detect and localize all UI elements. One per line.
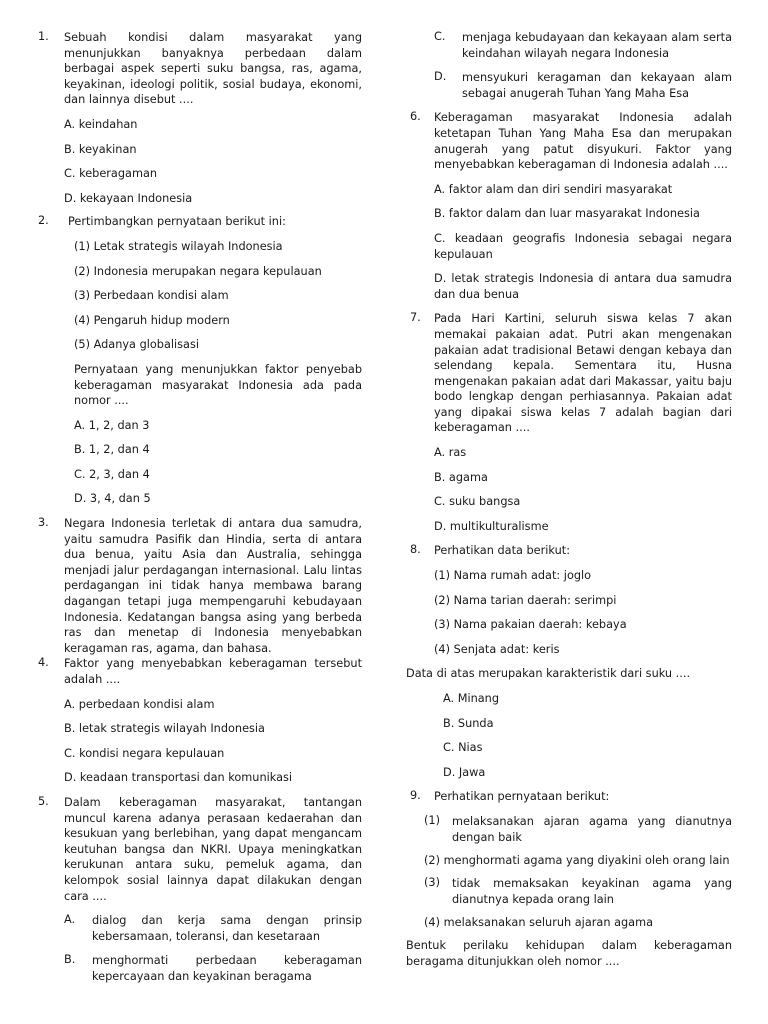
statement-2: (2) Indonesia merupakan negara kepulauan <box>74 264 322 278</box>
data-item-3: (3) Nama pakaian daerah: kebaya <box>434 618 627 632</box>
option-c: C. kondisi negara kepulauan <box>64 746 225 760</box>
option-b: B. Sunda <box>443 716 494 730</box>
statement-1 <box>424 814 732 845</box>
option-text: menjaga kebudayaan dan kekayaan alam serta keindahan wilayah negara Indonesia <box>462 31 732 60</box>
option-d: D. kekayaan Indonesia <box>64 191 193 205</box>
option-d: D. multikulturalisme <box>434 519 549 533</box>
question-prompt: Pernyataan yang menunjukkan faktor penyebab keberagaman masyarakat Indonesia ada pada nomor .... <box>74 362 362 408</box>
option-c: C. 2, 3, dan 4 <box>74 467 150 481</box>
option-a: A. Minang <box>443 692 500 705</box>
question-5 <box>38 795 362 985</box>
option-letter: C. <box>434 30 446 43</box>
data-item-4: (4) Senjata adat: keris <box>434 642 560 656</box>
option-b <box>64 953 362 984</box>
option-text: dialog dan kerja sama dengan prinsip kebersamaan, toleransi, dan kesetaraan <box>92 914 362 943</box>
option-a: A. faktor alam dan diri sendiri masyarakat <box>434 182 673 196</box>
option-c: C. keberagaman <box>64 167 158 181</box>
statement-text: melaksanakan ajaran agama yang dianutnya dengan baik <box>452 814 732 844</box>
statement-3 <box>424 876 732 907</box>
option-text: mensyukuri keragaman dan kekayaan alam sebagai anugerah Tuhan Yang Maha Esa <box>462 71 732 100</box>
question-text: Negara Indonesia terletak di antara dua samudra, yaitu samudra Pasifik dan Hindia, serta di antara dua benua, yaitu Asia dan Australia, sehingga menjadi jalur perdagangan internasional. Lalu lintas perdagangan ini tidak hanya membawa barang dagangan tetapi juga mempengaruhi kebudayaan Indonesia. Kedatangan bangsa asing yang berbeda ras dan menetap di Indonesia menyebabkan keragaman ras, agama, dan bahasa. <box>64 517 362 655</box>
question-text: Perhatikan data berikut: <box>434 544 571 558</box>
option-letter: B. <box>64 953 76 967</box>
question-number: 4. <box>38 656 49 670</box>
option-b: B. agama <box>434 470 488 484</box>
question-text: Sebuah kondisi dalam masyarakat yang menunjukkan banyaknya perbedaan dalam berbagai aspek seperti suku bangsa, ras, agama, keyakinan, ideologi politik, sosial budaya, ekonomi, dan lainnya disebut .... <box>64 31 362 107</box>
option-a <box>64 913 362 944</box>
question-9 <box>406 789 732 805</box>
statement-5: (5) Adanya globalisasi <box>74 338 199 352</box>
question-text: Keberagaman masyarakat Indonesia adalah ketetapan Tuhan Yang Maha Esa dan merupakan anugerah yang patut disyukuri. Faktor yang menyebabkan keberagaman di Indonesia adalah .... <box>434 111 732 172</box>
option-b: B. 1, 2, dan 4 <box>74 443 150 457</box>
question-6 <box>406 110 732 302</box>
option-a: A. perbedaan kondisi alam <box>64 697 215 711</box>
statement-number: (1) <box>424 813 441 827</box>
left-column <box>38 30 362 985</box>
question-1 <box>38 30 362 206</box>
data-item-2: (2) Nama tarian daerah: serimpi <box>434 593 617 607</box>
question-3 <box>38 516 362 656</box>
question-number: 5. <box>38 794 49 808</box>
statement-4: (4) Pengaruh hidup modern <box>74 313 230 327</box>
statement-number: (2) <box>424 854 441 868</box>
statement-number: (3) <box>424 876 441 890</box>
question-prompt: Data di atas merupakan karakteristik dari suku .... <box>406 667 691 681</box>
question-number: 6. <box>410 110 421 124</box>
right-column <box>406 30 732 970</box>
question-number: 9. <box>410 789 421 803</box>
option-letter: A. <box>64 913 76 927</box>
statement-text: melaksanakan seluruh ajaran agama <box>443 916 654 930</box>
option-d <box>434 70 732 101</box>
question-prompt: Bentuk perilaku kehidupan dalam keberagaman beragama ditunjukkan oleh nomor .... <box>406 939 732 968</box>
question-8-options <box>406 691 732 780</box>
question-text: Pertimbangkan pernyataan berikut ini: <box>68 215 286 229</box>
statement-2 <box>424 854 732 867</box>
question-4 <box>38 656 362 786</box>
question-9-statements <box>406 814 732 929</box>
question-text: Perhatikan pernyataan berikut: <box>434 790 610 804</box>
option-a: A. ras <box>434 446 467 460</box>
statement-1: (1) Letak strategis wilayah Indonesia <box>74 239 283 253</box>
statement-3: (3) Perbedaan kondisi alam <box>74 289 229 303</box>
statement-text: tidak memaksakan keyakinan agama yang dianutnya kepada orang lain <box>452 877 732 906</box>
option-letter: D. <box>434 70 447 84</box>
statement-text: menghormati agama yang diyakini oleh orang lain <box>443 854 730 868</box>
option-d: D. 3, 4, dan 5 <box>74 492 151 506</box>
option-b: B. letak strategis wilayah Indonesia <box>64 722 265 736</box>
option-c: C. keadaan geografis Indonesia sebagai negara kepulauan <box>434 231 732 261</box>
data-item-1: (1) Nama rumah adat: joglo <box>434 569 592 583</box>
option-c <box>434 30 732 61</box>
question-7 <box>406 311 732 534</box>
question-text: Dalam keberagaman masyarakat, tantangan muncul karena adanya perasaan kedaerahan dan kesukuan yang berlebihan, yang dapat mengancam keutuhan bangsa dan NKRI. Upaya meningkatkan kerukunan antara suku, pemeluk agama, dan kelompok sosial lainnya dapat dilakukan dengan cara .... <box>64 795 362 903</box>
question-text: Faktor yang menyebabkan keberagaman tersebut adalah .... <box>64 657 362 686</box>
option-d: D. letak strategis Indonesia di antara dua samudra dan dua benua <box>434 272 732 301</box>
option-a: A. keindahan <box>64 117 138 131</box>
option-d: D. keadaan transportasi dan komunikasi <box>64 771 293 785</box>
option-d: D. Jawa <box>443 765 486 779</box>
statement-number: (4) <box>424 916 441 930</box>
option-c: C. Nias <box>443 741 483 755</box>
question-8 <box>406 543 732 657</box>
question-number: 2. <box>38 214 49 228</box>
question-number: 1. <box>38 30 49 43</box>
option-a: A. 1, 2, dan 3 <box>74 418 150 432</box>
question-5-continued <box>406 30 732 101</box>
option-c: C. suku bangsa <box>434 495 521 509</box>
question-2 <box>38 214 362 507</box>
statement-4 <box>424 916 732 929</box>
question-number: 3. <box>38 516 49 530</box>
option-text: menghormati perbedaan keberagaman kepercayaan dan keyakinan beragama <box>92 954 362 983</box>
question-number: 8. <box>410 543 421 557</box>
option-b: B. faktor dalam dan luar masyarakat Indonesia <box>434 207 700 221</box>
option-b: B. keyakinan <box>64 142 137 156</box>
question-number: 7. <box>410 311 421 325</box>
question-text: Pada Hari Kartini, seluruh siswa kelas 7 akan memakai pakaian adat. Putri akan mengenakan pakaian adat tradisional Betawi dengan kebaya dan selendang kepala. Sementara itu, Husna mengenakan pakaian adat dari Makassar, yaitu baju bodo lengkap dengan perhiasannya. Pakaian adat yang dipakai siswa kelas 7 adalah bagian dari keberagaman .... <box>434 312 732 435</box>
